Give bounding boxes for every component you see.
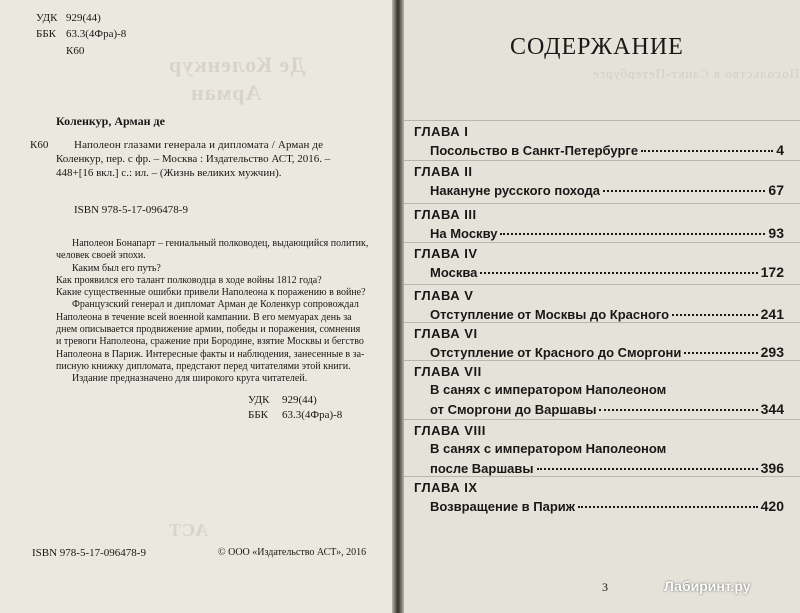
chapter-title: от Сморгони до Варшавы xyxy=(430,402,597,417)
toc-entry xyxy=(430,306,784,322)
chapter-title: Накануне русского похода xyxy=(430,183,600,198)
bbk2-value: 63.3(4Фра)-8 xyxy=(282,409,343,421)
toc-entry xyxy=(430,344,784,360)
ghost-publisher: АСТ xyxy=(168,520,209,540)
chapter-title-line: В санях с императором Наполеоном xyxy=(430,382,667,397)
chapter-title: Отступление от Красного до Сморгони xyxy=(430,345,682,360)
annotation-line: Каким был его путь? xyxy=(72,262,161,274)
author-heading: Коленкур, Арман де xyxy=(56,114,165,128)
annotation-line: и тревоги Наполеона, сражение при Бородине, взятие Москвы и бегство xyxy=(56,336,364,348)
chapter-page-number: 420 xyxy=(760,498,784,514)
chapter-title-line: В санях с императором Наполеоном xyxy=(430,441,667,456)
toc-entry xyxy=(430,401,784,417)
chapter-label: ГЛАВА III xyxy=(414,207,477,222)
bbk2-label: ББК xyxy=(248,409,268,421)
chapter-separator xyxy=(402,419,800,420)
annotation-line: Французский генерал и дипломат Арман де Коленкур сопровождал xyxy=(72,299,359,311)
udk-label: УДК xyxy=(36,12,58,24)
chapter-page-number: 67 xyxy=(768,182,784,198)
dot-leader xyxy=(684,352,757,354)
dot-leader xyxy=(641,150,773,152)
bib-line-2: Коленкур, пер. с фр. – Москва : Издательство АСТ, 2016. – xyxy=(56,153,331,165)
ghost-author-first: Арман xyxy=(190,80,262,105)
page-number: 3 xyxy=(602,580,608,594)
annotation-line: днем описывается продвижение армии, победы и поражения, сомнения xyxy=(56,324,361,336)
chapter-page-number: 344 xyxy=(760,401,784,417)
isbn: ISBN 978-5-17-096478-9 xyxy=(74,204,188,216)
book-gutter xyxy=(392,0,404,613)
chapter-separator xyxy=(402,242,800,243)
annotation-line: писную книжку дипломата, предстают перед читателями этой книги. xyxy=(56,360,351,372)
bbk-label: ББК xyxy=(36,28,56,40)
chapter-title: Посольство в Санкт-Петербурге xyxy=(430,143,639,158)
toc-entry xyxy=(430,498,784,514)
dot-leader xyxy=(672,314,758,316)
toc-title: СОДЕРЖАНИЕ xyxy=(510,34,684,60)
annotation-line: Наполеон Бонапарт – гениальный полководец, выдающийся политик, xyxy=(72,238,369,249)
annotation-line: Наполеона в течение всей военной кампании. В его мемуарах день за xyxy=(56,311,352,323)
chapter-page-number: 93 xyxy=(768,225,784,241)
chapter-label: ГЛАВА IV xyxy=(414,246,478,261)
toc-entry xyxy=(430,460,784,476)
annotation-line: Наполеона в Париж. Интересные факты и наблюдения, занесенные в за- xyxy=(56,348,365,360)
chapter-label: ГЛАВА VII xyxy=(414,364,482,379)
udk2-value: 929(44) xyxy=(282,394,317,406)
chapter-separator xyxy=(402,160,800,161)
bib-line-3: 448+[16 вкл.] с.: ил. – (Жизнь великих мужчин). xyxy=(56,167,282,179)
dot-leader xyxy=(578,506,758,508)
dot-leader xyxy=(603,190,765,192)
dot-leader xyxy=(480,272,757,274)
chapter-page-number: 293 xyxy=(760,344,784,360)
chapter-title: На Москву xyxy=(430,226,498,241)
chapter-label: ГЛАВА VI xyxy=(414,326,478,341)
chapter-label: ГЛАВА VIII xyxy=(414,423,486,438)
chapter-label: ГЛАВА V xyxy=(414,288,474,303)
chapter-label: ГЛАВА IX xyxy=(414,480,478,495)
chapter-label: ГЛАВА II xyxy=(414,164,473,179)
chapter-title: Отступление от Москвы до Красного xyxy=(430,307,670,322)
chapter-separator xyxy=(402,322,800,323)
bib-line-1: Наполеон глазами генерала и дипломата / Арман де xyxy=(74,139,324,151)
chapter-separator xyxy=(402,360,800,361)
chapter-label: ГЛАВА I xyxy=(414,124,469,139)
annotation-line: Издание предназначено для широкого круга читателей. xyxy=(72,373,308,385)
dot-leader xyxy=(599,409,757,411)
chapter-title: Возвращение в Париж xyxy=(430,499,575,514)
udk-value: 929(44) xyxy=(66,12,101,24)
watermark: Лабиринт.ру xyxy=(664,578,751,594)
udk2-label: УДК xyxy=(248,394,270,406)
dot-leader xyxy=(537,468,758,470)
left-page xyxy=(0,0,394,613)
toc-entry xyxy=(430,225,784,241)
dot-leader xyxy=(500,233,765,235)
chapter-title: после Варшавы xyxy=(430,461,534,476)
chapter-title: Москва xyxy=(430,265,478,280)
author-mark: К60 xyxy=(66,45,85,57)
toc-entry xyxy=(430,142,784,158)
toc-entry xyxy=(430,182,784,198)
chapter-page-number: 172 xyxy=(760,264,784,280)
ghost-author-heading: Де Коленкур xyxy=(168,52,306,77)
chapter-separator xyxy=(402,203,800,204)
chapter-separator xyxy=(402,476,800,477)
annotation-line: человек своей эпохи. xyxy=(56,250,146,262)
copyright: © ООО «Издательство АСТ», 2016 xyxy=(218,547,367,558)
annotation-line: Какие существенные ошибки привели Наполеона к поражению в войне? xyxy=(56,287,366,299)
isbn-bottom: ISBN 978-5-17-096478-9 xyxy=(32,547,146,559)
chapter-separator xyxy=(402,120,800,121)
ghost-bleed-text: Посольство в Санкт-Петербурге xyxy=(592,66,800,81)
cutter-code: К60 xyxy=(30,139,49,151)
toc-entry xyxy=(430,264,784,280)
right-page xyxy=(402,0,800,613)
bbk-value: 63.3(4Фра)-8 xyxy=(66,28,127,40)
chapter-page-number: 4 xyxy=(776,142,784,158)
annotation-line: Как проявился его талант полководца в ходе войны 1812 года? xyxy=(56,274,322,286)
chapter-separator xyxy=(402,284,800,285)
chapter-page-number: 241 xyxy=(760,306,784,322)
chapter-page-number: 396 xyxy=(760,460,784,476)
annotation xyxy=(56,238,368,386)
